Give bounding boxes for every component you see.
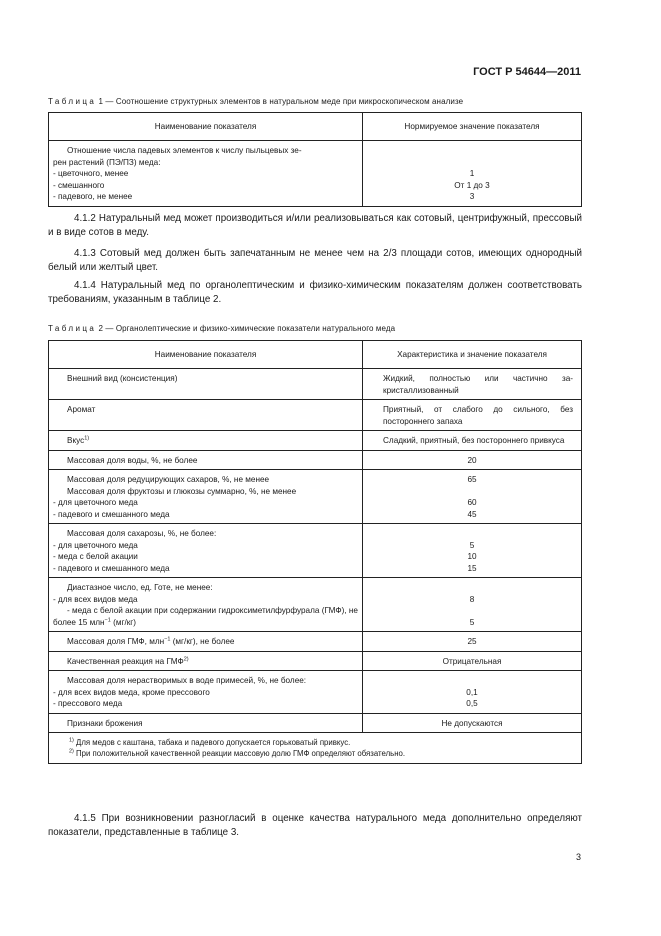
table2-header-value: Характеристика и значение показателя (363, 341, 582, 369)
table1-header-value: Нормируемое значение показателя (363, 113, 582, 141)
table1 (48, 112, 582, 207)
table2-footnotes (49, 733, 582, 764)
water-value: 20 (363, 450, 582, 470)
qual-name: Качественная реакция на ГМФ$^{2)}$ (49, 651, 363, 671)
table2-row-hmf (49, 632, 582, 652)
diastase-values: 8 5 (363, 578, 582, 632)
qual-footnote-mark: 2) (183, 655, 189, 662)
qual-value: Отрицательная (363, 651, 582, 671)
table1-caption-text: Соотношение структурных элементов в натуральном меде при микроскопическом анализе (115, 97, 464, 106)
footnote-1: $^{1)}$ Для медов с каштана, табака и падевого допускается горьковатый привкус. (69, 737, 351, 747)
appearance-value: Жидкий, полностью или частично закристаллизованный (363, 369, 582, 400)
table2-row-taste (49, 431, 582, 451)
appearance-name: Внешний вид (консистенция) (49, 369, 363, 400)
table1-row-title-line1: Отношение числа падевых элементов к числу пыльцевых зе- (67, 146, 302, 155)
table2-row-aroma (49, 400, 582, 431)
table2-row-reducing-sugars (49, 470, 582, 524)
table1-caption-label: Таблица (48, 97, 97, 106)
aroma-value: Приятный, от слабого до сильного, без постороннего запаха (363, 400, 582, 431)
table1-caption (48, 97, 463, 106)
paragraph-4-1-5: 4.1.5 При возникновении разногласий в оценке качества натурального меда дополнительно определяют показатели, представленные в таблице 3. (48, 813, 582, 838)
table2 (48, 340, 582, 764)
water-name: Массовая доля воды, %, не более (49, 450, 363, 470)
taste-value: Сладкий, приятный, без постороннего привкуса (363, 431, 582, 451)
table1-value-3: 3 (469, 192, 475, 201)
footnotes-cell (49, 733, 582, 764)
reducing-values: 65 60 45 (363, 470, 582, 524)
aroma-name: Аромат (49, 400, 363, 431)
table1-item-3: - падевого, не менее (53, 192, 133, 201)
table2-caption-number: 2 — (98, 324, 114, 333)
insoluble-values: 0,1 0,5 (363, 671, 582, 714)
table1-value-2: От 1 до 3 (454, 180, 490, 190)
sucrose-values: 5 10 15 (363, 524, 582, 578)
reducing-name: Массовая доля редуцирующих сахаров, %, не менее Массовая доля фруктозы и глюкозы суммарно, %, не менее - для цветочного меда - падевого и смешанного меда (49, 470, 363, 524)
table1-value-1: 1 (469, 169, 475, 178)
table1-row-title-line2: рен растений (ПЭ/ПЗ) меда: (53, 157, 161, 167)
insoluble-name: Массовая доля нерастворимых в воде примесей, %, не более: - для всех видов меда, кроме прессового - прессового меда (49, 671, 363, 714)
hmf-name: Массовая доля ГМФ, млн$^{-1}$ (мг/кг), не более (49, 632, 363, 652)
sucrose-name: Массовая доля сахарозы, %, не более: - для цветочного меда - меда с белой акации - падевого и смешанного меда (49, 524, 363, 578)
table1-header-name: Наименование показателя (49, 113, 363, 141)
table1-item-1: - цветочного, менее (53, 169, 129, 178)
table2-caption-text: Органолептические и физико-химические показатели натурального меда (115, 324, 396, 333)
table2-row-sucrose (49, 524, 582, 578)
taste-name: Вкус$^{1)}$ (49, 431, 363, 451)
table2-row-water (49, 450, 582, 470)
table1-caption-number: 1 — (98, 97, 114, 106)
table1-row-name-cell (49, 141, 363, 207)
page-number: 3 (575, 852, 581, 862)
table2-caption-label: Таблица (48, 324, 97, 333)
table2-row-qualitative-reaction (49, 651, 582, 671)
table2-row-appearance (49, 369, 582, 400)
table2-row-fermentation (49, 713, 582, 733)
hmf-value: 25 (363, 632, 582, 652)
table2-row-diastase (49, 578, 582, 632)
table2-caption (48, 324, 395, 333)
diastase-name: Диастазное число, ед. Готе, не менее: - для всех видов меда - меда с белой акации при содержании гидроксиметилфурфурала (ГМФ), не более 15 млн$^{-1}$ (мг/кг) (49, 578, 363, 632)
paragraph-4-1-4: 4.1.4 Натуральный мед по органолептическим и физико-химическим показателям должен соответствовать требованиям, указанным в таблице 2. (48, 280, 582, 305)
table2-row-insoluble (49, 671, 582, 714)
taste-footnote-mark: 1) (84, 435, 90, 442)
table2-header-name: Наименование показателя (49, 341, 363, 369)
document-number: ГОСТ Р 54644—2011 (473, 66, 581, 78)
ferment-value: Не допускаются (363, 713, 582, 733)
paragraph-4-1-2: 4.1.2 Натуральный мед может производиться и/или реализовываться как сотовый, центрифужный, прессовый и в виде сотов в меду. (48, 213, 582, 238)
ferment-name: Признаки брожения (49, 713, 363, 733)
table1-item-2: - смешанного (53, 180, 105, 190)
table1-row-value-cell (363, 141, 582, 207)
paragraph-4-1-3: 4.1.3 Сотовый мед должен быть запечатанным не менее чем на 2/3 площади сотов, имеющих однородный белый или желтый цвет. (48, 248, 582, 273)
footnote-2: $^{2)}$ При положительной качественной реакции массовую долю ГМФ определяют обязательно. (69, 748, 406, 758)
